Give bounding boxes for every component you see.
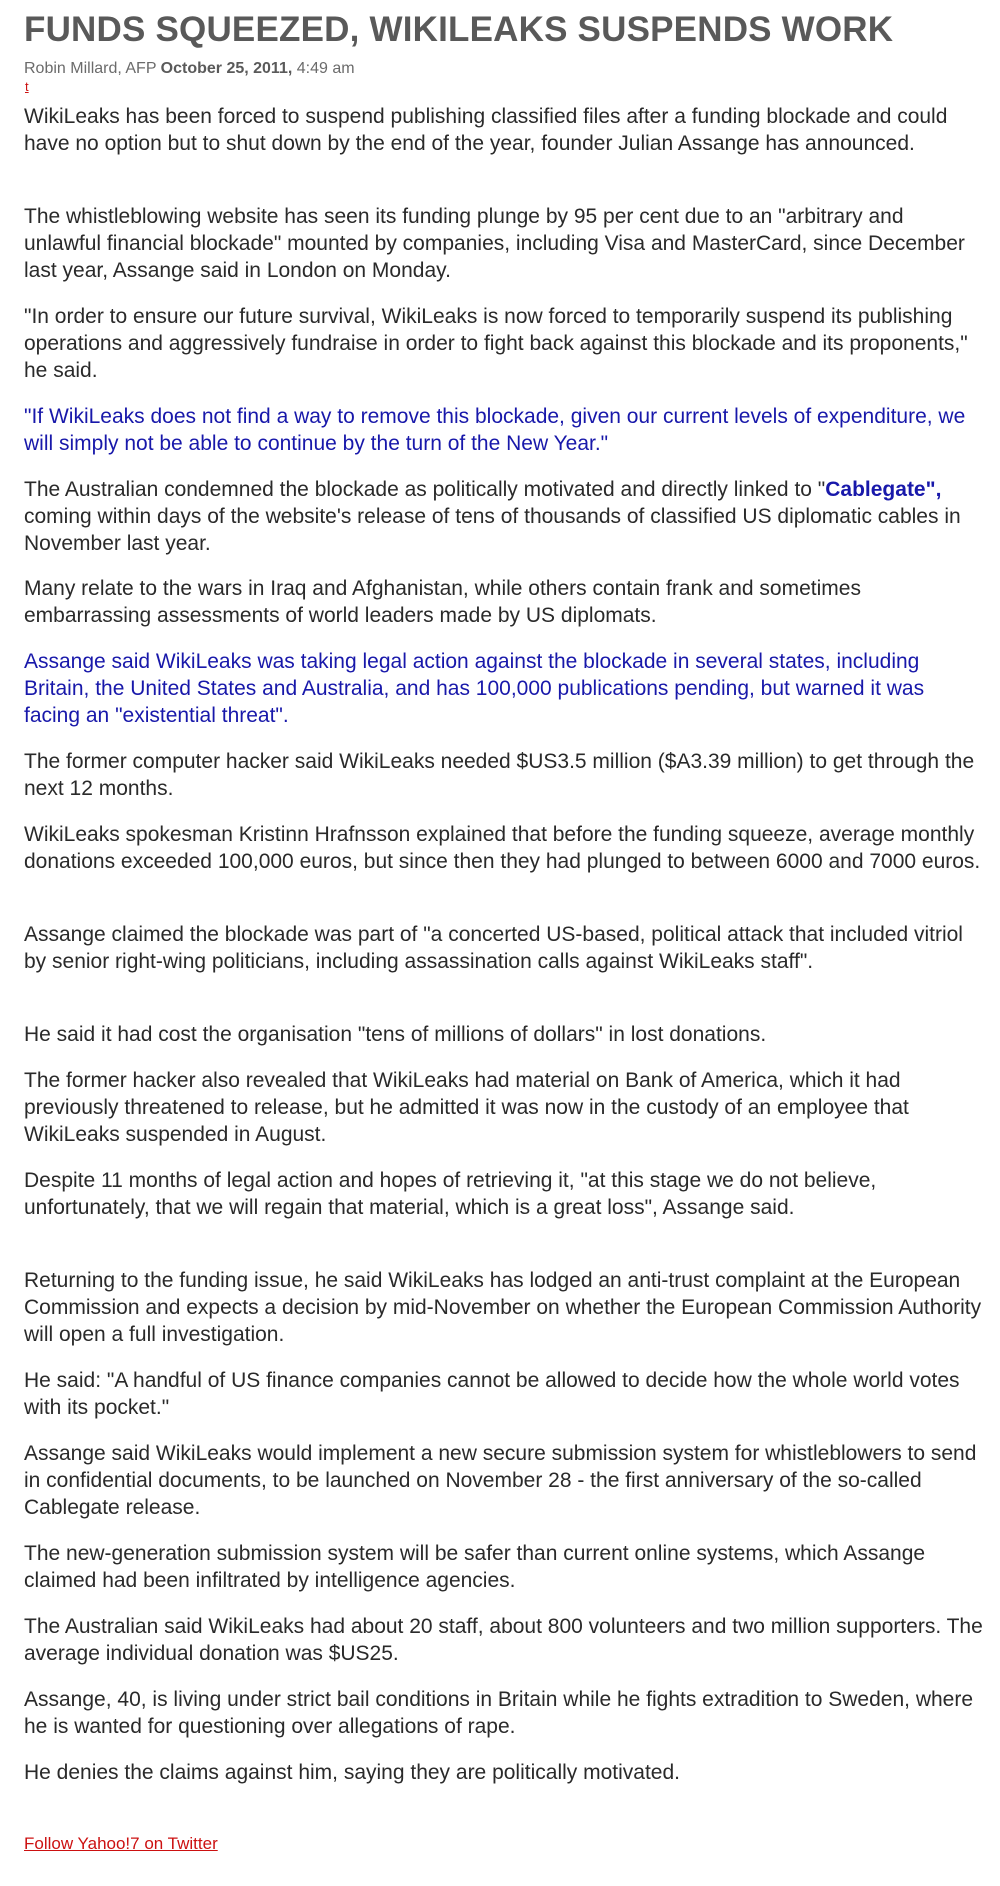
article-byline [24,59,355,79]
paragraph-5 [24,476,984,557]
paragraph-20: He denies the claims against him, saying they are politically motivated. [24,1761,680,1784]
paragraph-4-quote: "If WikiLeaks does not find a way to remove this blockade, given our current levels of expenditure, we will simply not be able to continue by the turn of the New Year." [24,405,966,455]
paragraph-9: WikiLeaks spokesman Kristinn Hrafnsson explained that before the funding squeeze, average monthly donations exceeded 100,000 euros, but since then they had plunged to between 6000 and 7000 euros. [24,823,981,873]
article-headline: FUNDS SQUEEZED, WIKILEAKS SUSPENDS WORK [24,10,894,49]
byline-date: October 25, 2011, [160,60,293,77]
paragraph-16: Assange said WikiLeaks would implement a new secure submission system for whistleblowers to send in confidential documents, to be launched on November 28 - the first anniversary of the so-called Cablegate release. [24,1442,977,1519]
paragraph-5-before: The Australian condemned the blockade as politically motivated and directly linked to " [24,478,826,501]
paragraph-1: WikiLeaks has been forced to suspend publishing classified files after a funding blockade and could have no option but to shut down by the end of the year, founder Julian Assange has announced. [24,105,948,155]
paragraph-5-after: coming within days of the website's release of tens of thousands of classified US diplomatic cables in November last year. [24,505,961,555]
paragraph-15: He said: "A handful of US finance companies cannot be allowed to decide how the whole world votes with its pocket." [24,1369,960,1419]
paragraph-2: The whistleblowing website has seen its funding plunge by 95 per cent due to an "arbitrary and unlawful financial blockade" mounted by companies, including Visa and MasterCard, since December last year, Assange said in London on Monday. [24,205,965,282]
paragraph-3: "In order to ensure our future survival, WikiLeaks is now forced to temporarily suspend its publishing operations and aggressively fundraise in order to fight back against this blockade and its proponents," he said. [24,305,968,382]
paragraph-13: Despite 11 months of legal action and hopes of retrieving it, "at this stage we do not believe, unfortunately, that we will regain that material, which is a great loss", Assange said. [24,1169,877,1219]
paragraph-10: Assange claimed the blockade was part of "a concerted US-based, political attack that included vitriol by senior right-wing politicians, including assassination calls against WikiLeaks staff". [24,923,963,973]
paragraph-8: The former computer hacker said WikiLeaks needed $US3.5 million ($A3.39 million) to get through the next 12 months. [24,750,975,800]
byline-author: Robin Millard, AFP [24,60,157,77]
paragraph-12: The former hacker also revealed that WikiLeaks had material on Bank of America, which it had previously threatened to release, but he admitted it was now in the custody of an employee that WikiLeaks suspended in August. [24,1069,909,1146]
follow-twitter-link[interactable]: Follow Yahoo!7 on Twitter [24,1834,218,1853]
small-t-link[interactable]: t [25,79,29,94]
paragraph-17: The new-generation submission system will be safer than current online systems, which Assange claimed had been infiltrated by intelligence agencies. [24,1542,926,1592]
paragraph-6: Many relate to the wars in Iraq and Afghanistan, while others contain frank and sometimes embarrassing assessments of world leaders made by US diplomats. [24,577,861,627]
paragraph-19: Assange, 40, is living under strict bail conditions in Britain while he fights extradition to Sweden, where he is wanted for questioning over allegations of rape. [24,1688,974,1738]
paragraph-14: Returning to the funding issue, he said WikiLeaks has lodged an anti-trust complaint at the European Commission and expects a decision by mid-November on whether the European Commission Authority will open a full investigation. [24,1269,982,1346]
paragraph-18: The Australian said WikiLeaks had about 20 staff, about 800 volunteers and two million supporters. The average individual donation was $US25. [24,1615,983,1665]
cablegate-link[interactable]: Cablegate", [825,478,942,501]
paragraph-11: He said it had cost the organisation "tens of millions of dollars" in lost donations. [24,1023,767,1046]
byline-time: 4:49 am [296,60,355,77]
paragraph-7-quote: Assange said WikiLeaks was taking legal action against the blockade in several states, including Britain, the United States and Australia, and has 100,000 publications pending, but warned it was facing an "existential threat". [24,650,925,727]
